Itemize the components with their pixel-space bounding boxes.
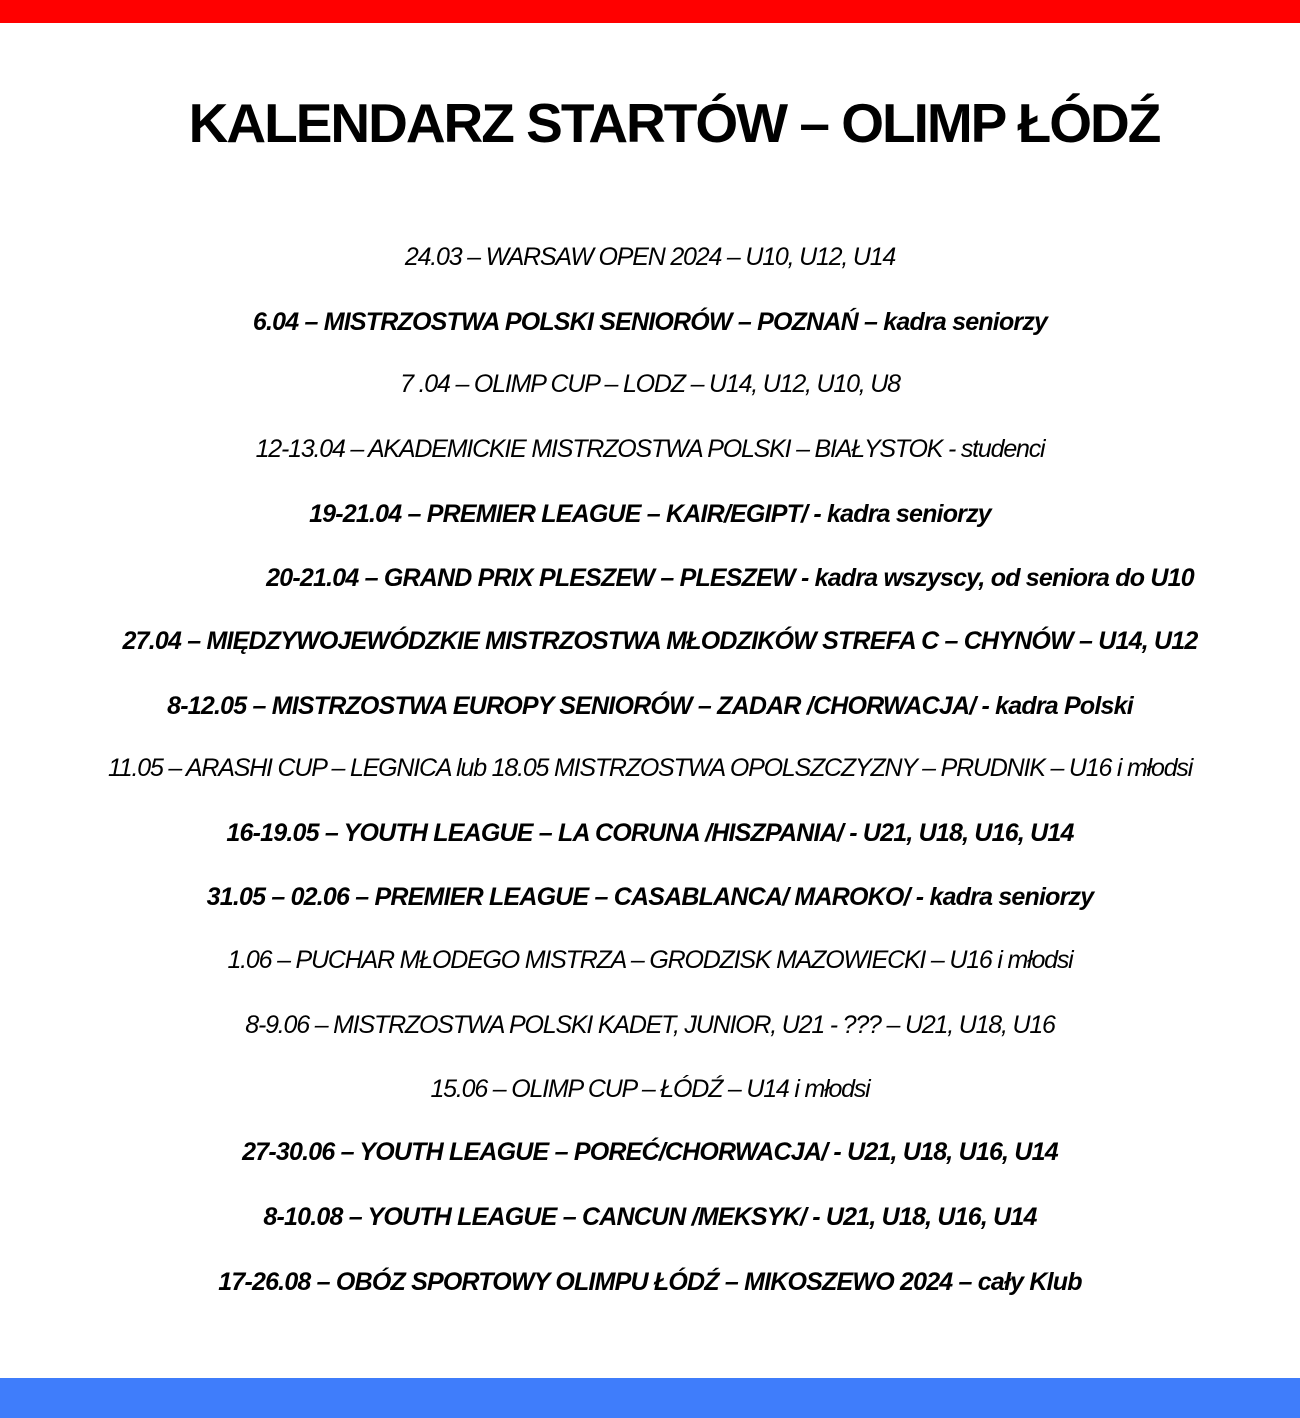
page-title: KALENDARZ STARTÓW – OLIMP ŁÓDŹ [188,92,1160,154]
event-line: 17-26.08 – OBÓZ SPORTOWY OLIMPU ŁÓDŹ – MIKOSZEWO 2024 – cały Klub [218,1268,1082,1296]
event-line: 11.05 – ARASHI CUP – LEGNICA lub 18.05 MISTRZOSTWA OPOLSZCZYZNY – PRUDNIK – U16 i młodsi [107,754,1193,782]
event-line: 12-13.04 – AKADEMICKIE MISTRZOSTWA POLSKI – BIAŁYSTOK - studenci [255,435,1045,463]
event-line: 6.04 – MISTRZOSTWA POLSKI SENIORÓW – POZNAŃ – kadra seniorzy [252,308,1048,336]
event-line: 27.04 – MIĘDZYWOJEWÓDZKIE MISTRZOSTWA MŁODZIKÓW STREFA C – CHYNÓW – U14, U12 [122,627,1198,655]
event-line: 24.03 – WARSAW OPEN 2024 – U10, U12, U14 [404,243,896,271]
top-color-bar [0,0,1300,23]
event-line: 20-21.04 – GRAND PRIX PLESZEW – PLESZEW - kadra wszyscy, od seniora do U10 [266,564,1194,592]
event-line: 8-12.05 – MISTRZOSTWA EUROPY SENIORÓW – ZADAR /CHORWACJA/ - kadra Polski [167,692,1133,720]
event-line: 8-10.08 – YOUTH LEAGUE – CANCUN /MEKSYK/ - U21, U18, U16, U14 [263,1203,1037,1231]
event-line: 8-9.06 – MISTRZOSTWA POLSKI KADET, JUNIOR, U21 - ??? – U21, U18, U16 [245,1011,1055,1039]
event-line: 19-21.04 – PREMIER LEAGUE – KAIR/EGIPT/ - kadra seniorzy [309,500,991,528]
event-line: 1.06 – PUCHAR MŁODEGO MISTRZA – GRODZISK MAZOWIECKI – U16 i młodsi [227,946,1073,974]
event-line: 31.05 – 02.06 – PREMIER LEAGUE – CASABLANCA/ MAROKO/ - kadra seniorzy [206,883,1094,911]
event-line: 16-19.05 – YOUTH LEAGUE – LA CORUNA /HISZPANIA/ - U21, U18, U16, U14 [226,819,1074,847]
event-line: 15.06 – OLIMP CUP – ŁÓDŹ – U14 i młodsi [430,1075,870,1103]
event-line: 27-30.06 – YOUTH LEAGUE – POREĆ/CHORWACJA/ - U21, U18, U16, U14 [242,1138,1058,1166]
event-line: 7 .04 – OLIMP CUP – LODZ – U14, U12, U10, U8 [400,370,900,398]
bottom-color-bar [0,1378,1300,1418]
